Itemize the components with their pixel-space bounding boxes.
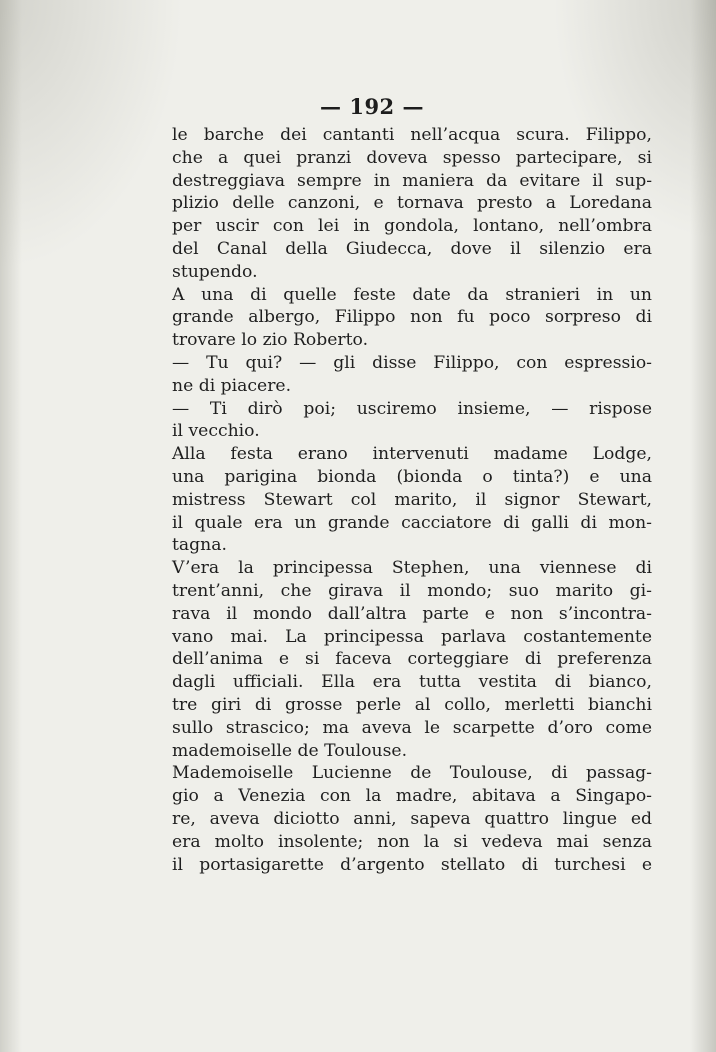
text-line: stupendo. [172,261,258,282]
text-line: grande albergo, Filippo non fu poco sorpreso di [172,307,652,328]
body-text [172,124,652,876]
text-line: A una di quelle feste date da stranieri in un [172,284,652,305]
text-line: Alla festa erano intervenuti madame Lodge, [172,444,652,465]
text-line: rava il mondo dall’altra parte e non s’incontra- [172,603,652,624]
text-line: vano mai. La principessa parlava costantemente [172,626,652,647]
text-line: tagna. [172,535,227,556]
text-line: re, aveva diciotto anni, sapeva quattro lingue ed [172,808,652,829]
text-line: Mademoiselle Lucienne de Toulouse, di passag- [172,763,652,784]
text-line: sullo strascico; ma aveva le scarpette d’oro come [172,717,652,738]
text-line: il portasigarette d’argento stellato di turchesi e [172,854,652,875]
text-line: — Tu qui? — gli disse Filippo, con espressio- [172,352,652,373]
text-line: era molto insolente; non la si vedeva mai senza [172,831,652,852]
text-line: tre giri di grosse perle al collo, merletti bianchi [172,694,652,715]
text-line: ne di piacere. [172,375,292,396]
text-line: una parigina bionda (bionda o tinta?) e una [172,466,652,487]
text-line: del Canal della Giudecca, dove il silenzio era [172,238,652,259]
text-line: mademoiselle de Toulouse. [172,740,408,761]
text-line: il quale era un grande cacciatore di galli di mon- [172,512,652,533]
text-line: gio a Venezia con la madre, abitava a Singapo- [172,786,652,807]
text-line: dagli ufficiali. Ella era tutta vestita di bianco, [172,672,652,693]
text-line: che a quei pranzi doveva spesso partecipare, si [172,147,652,168]
text-line: trent’anni, che girava il mondo; suo marito gi- [172,580,652,601]
text-line: mistress Stewart col marito, il signor Stewart, [172,489,652,510]
text-line: destreggiava sempre in maniera da evitare il sup- [172,170,652,191]
text-line: — Ti dirò poi; usciremo insieme, — rispose [172,398,652,419]
page-number: — 192 — [320,94,424,119]
text-line: per uscir con lei in gondola, lontano, nell’ombra [172,216,652,237]
text-line: trovare lo zio Roberto. [172,330,369,351]
text-line: il vecchio. [172,421,260,442]
text-line: plizio delle canzoni, e tornava presto a Loredana [172,193,652,214]
text-line: le barche dei cantanti nell’acqua scura. Filippo, [172,125,652,145]
text-line: V’era la principessa Stephen, una viennese di [172,558,652,579]
text-line: dell’anima e si faceva corteggiare di preferenza [172,649,652,670]
